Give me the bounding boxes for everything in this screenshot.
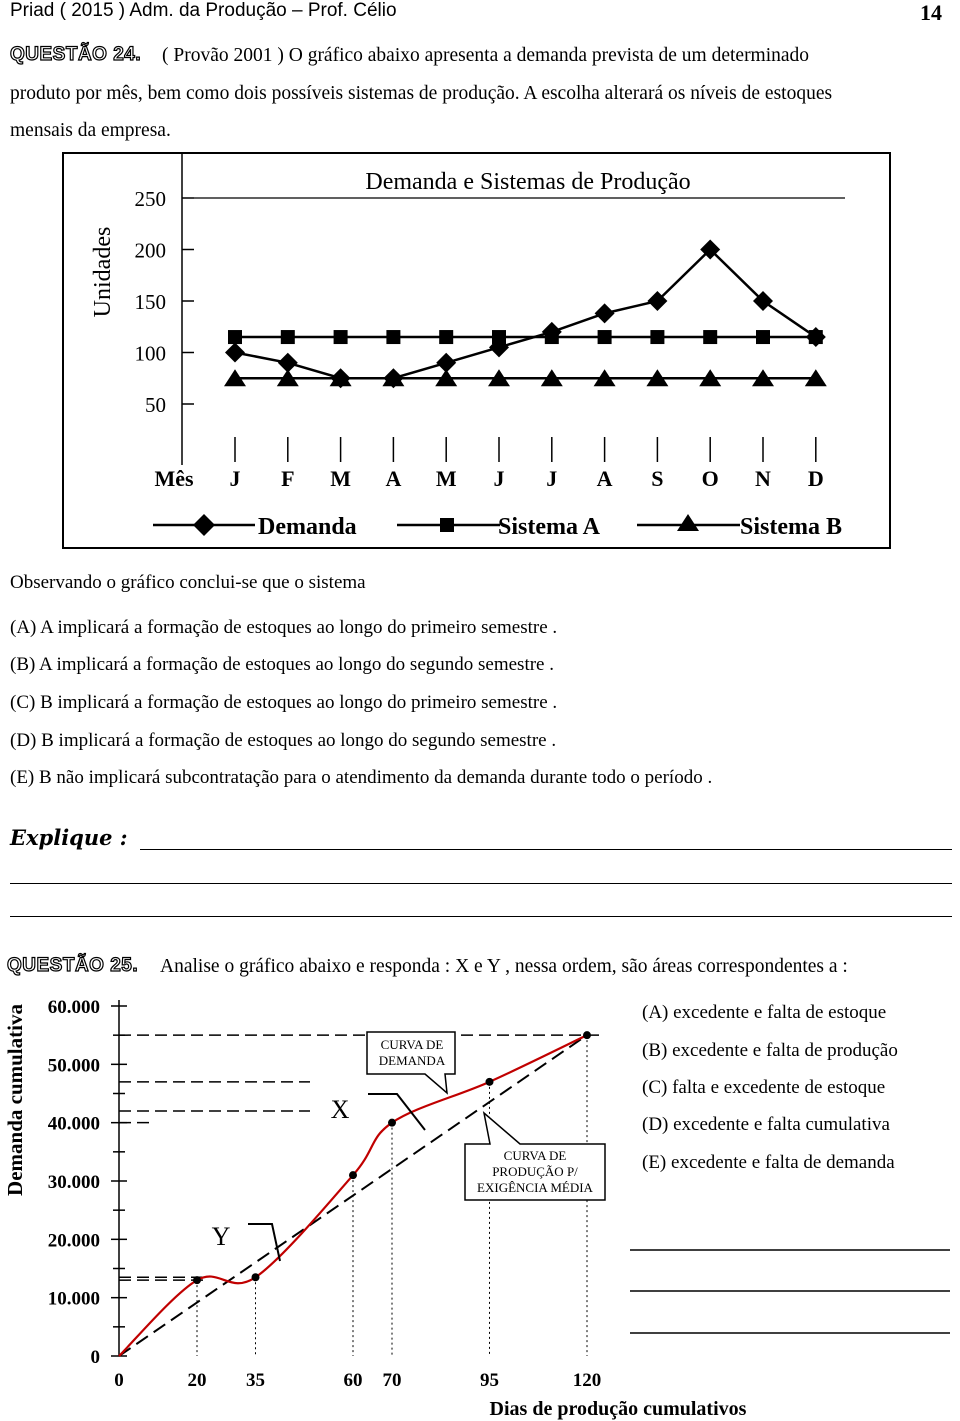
- q24-x-tick-label: N: [755, 466, 771, 491]
- legend-sistema-a-marker: [440, 518, 454, 532]
- q25-x-tick-label: 95: [480, 1370, 499, 1391]
- callout-producao-line1: CURVA DE: [503, 1148, 567, 1163]
- page-number: 14: [920, 0, 942, 25]
- q24-x-tick-label: J: [229, 466, 241, 491]
- legend-sistema-b-marker: [677, 514, 699, 531]
- callout-demanda-line2: DEMANDA: [378, 1053, 446, 1068]
- q24-option-b: (B) A implicará a formação de estoques ao longo do segundo semestre .: [10, 654, 554, 675]
- q25-x-tick-label: 70: [382, 1370, 402, 1391]
- q24-x-tick-label: A: [385, 466, 402, 491]
- q24-x-tick-label: J: [546, 466, 558, 491]
- q25-y-tick-label: 0: [90, 1347, 100, 1368]
- q25-y-tick-label: 30.000: [47, 1172, 100, 1193]
- q24-x-tick-label: O: [701, 466, 719, 491]
- demanda-point: [225, 343, 245, 363]
- area-x-label: X: [330, 1095, 350, 1124]
- q24-option-e: (E) B não implicará subcontratação para o atendimento da demanda durante todo o período .: [10, 767, 713, 788]
- sistema-a-point: [439, 330, 453, 344]
- q25-x-tick-label: 0: [114, 1370, 124, 1391]
- callout-producao-line2: PRODUÇÃO P/: [492, 1164, 578, 1179]
- legend-sistema-b-label: Sistema B: [740, 514, 842, 540]
- area-y-label: Y: [211, 1222, 231, 1251]
- answer-line: [10, 883, 952, 884]
- sistema-a-point: [756, 330, 770, 344]
- sistema-a-point: [228, 330, 242, 344]
- q24-y-tick-label: 200: [134, 238, 166, 263]
- q25-demand-point: [349, 1171, 357, 1179]
- answer-line: [140, 849, 952, 850]
- area-x-pointer: [368, 1094, 425, 1130]
- q24-explain-label: Explique :: [10, 825, 128, 850]
- q24-chart-title: Demanda e Sistemas de Produção: [365, 169, 691, 195]
- q24-y-tick-label: 50: [145, 393, 166, 417]
- q24-chart: [0, 0, 960, 560]
- sistema-a-point: [650, 330, 664, 344]
- sistema-a-point: [809, 330, 823, 344]
- sistema-a-point: [492, 330, 506, 344]
- q25-x-tick-label: 120: [572, 1370, 602, 1391]
- q25-y-axis-label: Demanda cumulativa: [3, 1004, 27, 1196]
- q24-y-axis-label: Unidades: [90, 226, 116, 318]
- question-25-label: QUESTÃO 25.: [7, 955, 139, 976]
- callout-producao-line3: EXIGÊNCIA MÉDIA: [477, 1180, 593, 1195]
- legend-demanda-label: Demanda: [258, 514, 357, 540]
- q24-x-tick-label: M: [435, 466, 457, 491]
- q24-y-tick-label: 250: [134, 187, 166, 211]
- q24-option-a: (A) A implicará a formação de estoques ao longo do primeiro semestre .: [10, 617, 558, 638]
- q24-question-stem: Observando o gráfico conclui-se que o sistema: [10, 572, 366, 593]
- q25-intro: Analise o gráfico abaixo e responda : X e Y , nessa ordem, são áreas correspondentes a :: [160, 956, 848, 977]
- q24-x-tick-label: M: [330, 466, 351, 491]
- q25-option-a: (A) excedente e falta de estoque: [642, 1002, 887, 1023]
- q25-x-tick-label: 20: [187, 1370, 207, 1391]
- sistema-a-point: [334, 330, 348, 344]
- q25-option-b: (B) excedente e falta de produção: [642, 1040, 898, 1061]
- sistema-a-point: [386, 330, 400, 344]
- sistema-a-point: [281, 330, 295, 344]
- q25-demand-point: [486, 1078, 494, 1086]
- q25-demand-point: [583, 1031, 591, 1039]
- q25-chart: [0, 980, 960, 1421]
- q25-x-tick-label: 60: [343, 1370, 363, 1391]
- q24-intro-line1: ( Provão 2001 ) O gráfico abaixo apresenta a demanda prevista de um determinado: [162, 45, 810, 66]
- q25-option-d: (D) excedente e falta cumulativa: [642, 1114, 890, 1135]
- q24-x-tick-label: S: [651, 466, 664, 491]
- q24-option-c: (C) B implicará a formação de estoques ao longo do primeiro semestre .: [10, 692, 558, 713]
- q25-x-axis-label: Dias de produção cumulativos: [489, 1398, 747, 1420]
- q25-x-tick-label: 35: [246, 1370, 265, 1391]
- legend-sistema-a-label: Sistema A: [498, 514, 600, 540]
- series-line-demanda: [235, 250, 816, 379]
- q24-y-tick-label: 150: [134, 290, 166, 314]
- q25-y-tick-label: 20.000: [47, 1230, 100, 1252]
- q24-x-axis-label: Mês: [154, 466, 194, 491]
- legend-demanda-marker: [193, 514, 215, 536]
- callout-demanda-line1: CURVA DE: [380, 1037, 444, 1052]
- page-header-title: Priad ( 2015 ) Adm. da Produção – Prof. Célio: [10, 0, 397, 21]
- sistema-a-point: [703, 330, 717, 344]
- answer-line: [10, 916, 952, 917]
- sistema-a-point: [545, 330, 559, 344]
- question-24-label: QUESTÃO 24.: [10, 44, 142, 65]
- q25-demand-point: [388, 1119, 396, 1127]
- demanda-point: [595, 303, 615, 323]
- q25-y-tick-label: 50.000: [47, 1055, 100, 1077]
- q25-demand-point: [193, 1276, 201, 1284]
- q24-x-tick-label: J: [493, 466, 505, 491]
- q24-x-tick-label: D: [807, 466, 824, 491]
- q25-y-tick-label: 10.000: [47, 1288, 100, 1310]
- q24-intro-line3: mensais da empresa.: [10, 120, 171, 141]
- q25-option-e: (E) excedente e falta de demanda: [642, 1152, 895, 1173]
- sistema-a-point: [598, 330, 612, 344]
- q24-x-tick-label: F: [281, 466, 295, 491]
- q25-option-c: (C) falta e excedente de estoque: [642, 1077, 886, 1098]
- q24-option-d: (D) B implicará a formação de estoques ao longo do segundo semestre .: [10, 730, 557, 751]
- q25-y-tick-label: 40.000: [47, 1113, 100, 1135]
- q24-intro-line2: produto por mês, bem como dois possíveis sistemas de produção. A escolha alterará os níveis de estoques: [10, 83, 833, 104]
- q24-y-tick-label: 100: [134, 341, 166, 366]
- q25-demand-point: [252, 1273, 260, 1281]
- q24-x-tick-label: A: [596, 466, 613, 491]
- q25-y-tick-label: 60.000: [47, 997, 100, 1018]
